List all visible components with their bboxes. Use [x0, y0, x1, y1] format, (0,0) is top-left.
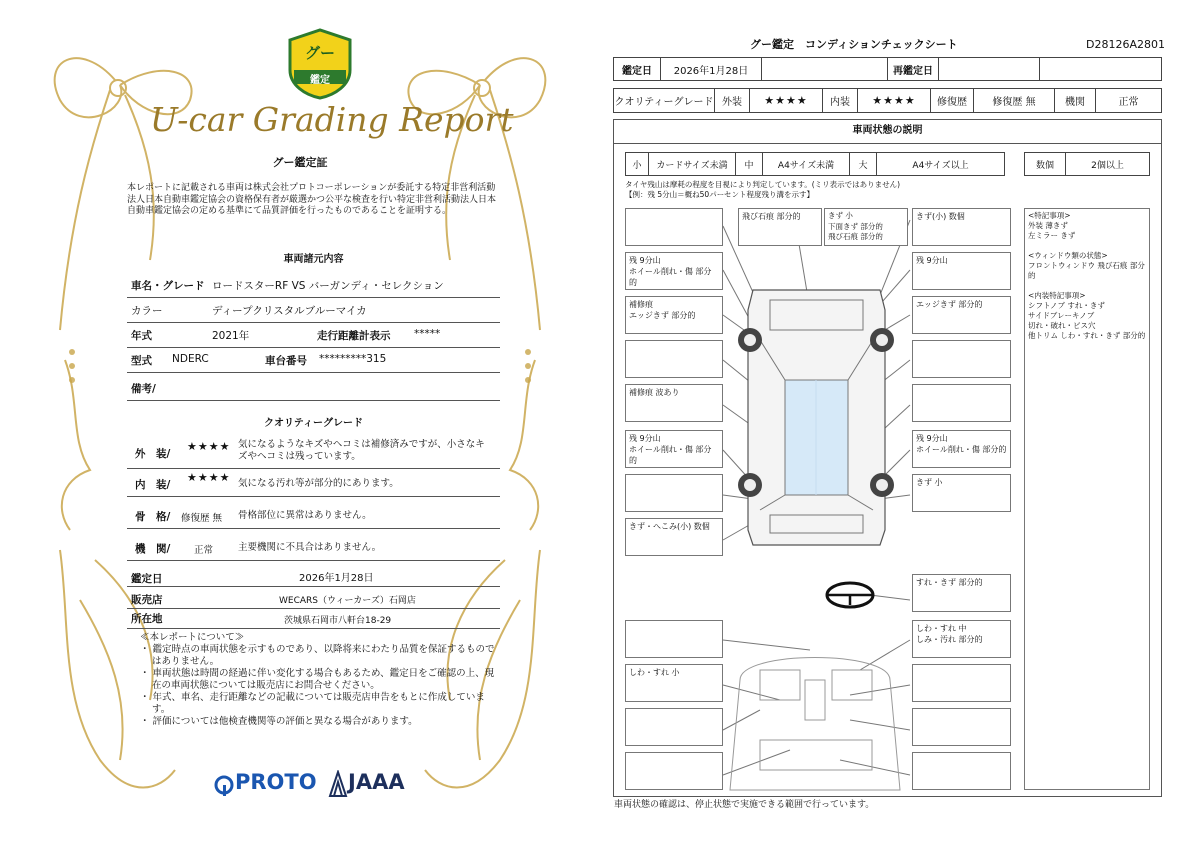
- note-item: ・ 鑑定時点の車両状態を示すものであり、以降将来にわたり品質を保証するものではありません。: [140, 644, 495, 667]
- engine-value: 正常: [1096, 89, 1162, 113]
- frame-value: 修復歴 無: [181, 513, 223, 524]
- shop-value: WECARS（ウィーカーズ）石岡店: [279, 596, 416, 606]
- tire-example: 【例：残 5分山＝概ね50パーセント程度残り溝を示す】: [625, 190, 815, 199]
- condition-box-interior: [912, 708, 1011, 746]
- notes-heading: ≪本レポートについて≫: [140, 632, 245, 643]
- quality-row-engine: [127, 534, 500, 561]
- condition-box-right: [912, 384, 1011, 422]
- condition-box-right: エッジきず 部分的: [912, 296, 1011, 334]
- condition-box-left: [625, 208, 723, 246]
- spec-row-model: [127, 350, 500, 373]
- int-stars: ★★★★: [858, 89, 931, 113]
- jaaa-logo-icon: [328, 770, 348, 798]
- condition-box-interior: [625, 752, 723, 790]
- quality-row-frame: [127, 502, 500, 529]
- date-value: 2026年1月28日: [661, 58, 762, 81]
- count-legend: [1024, 152, 1150, 176]
- sheet-title: グー鑑定 コンディションチェックシート: [750, 38, 958, 51]
- history-value: 修復歴 無: [974, 89, 1055, 113]
- size-large: 大: [850, 153, 877, 176]
- note-item: ・ 年式、車名、走行距離などの記載については販売店申告をもとに作成しています。: [140, 692, 485, 715]
- engine-label: 機 関/: [135, 543, 171, 555]
- appraisal-date-row: [127, 566, 500, 587]
- chassis-value: *********315: [319, 353, 387, 365]
- chassis-label: 車台番号: [265, 355, 307, 367]
- color-label: カラー: [131, 305, 163, 317]
- condition-box-interior: [912, 664, 1011, 702]
- condition-box-top: きず 小 下面きず 部分的 飛び石痕 部分的: [824, 208, 908, 246]
- model-value: NDERC: [172, 353, 209, 365]
- reappraisal-value: [939, 58, 1040, 81]
- condition-box-left: [625, 340, 723, 378]
- proto-logo: PROTO: [235, 770, 317, 794]
- quality-row-exterior: [127, 434, 500, 469]
- color-value: ディープクリスタルブルーマイカ: [212, 305, 367, 317]
- size-small: 小: [626, 153, 649, 176]
- year-label: 年式: [131, 330, 152, 342]
- condition-box-interior: しわ・すれ 小: [625, 664, 723, 702]
- frame-label: 骨 格/: [135, 511, 171, 523]
- badge-logo-text: グー: [304, 44, 335, 62]
- tire-note: タイヤ残山は摩耗の程度を目視により判定しています。(ミリ表示ではありません): [625, 180, 901, 189]
- certificate-intro: 本レポートに記載される車両は株式会社プロトコーポレーションが委託する特定非営利活動法人日本自動車鑑定協会の資格保有者が厳選かつ公平な検査を行い特定非営利活動法人日本自動車鑑定協会の定める基準にて品質評価を行ったものであることを証明する。: [127, 183, 497, 216]
- size-legend: [625, 152, 1005, 176]
- date-table: [613, 57, 1162, 81]
- address-value: 茨城県石岡市八軒台18-29: [284, 616, 392, 626]
- condition-box-left: 残 9分山 ホイール削れ・傷 部分的: [625, 430, 723, 468]
- interior-label: 内 装/: [135, 479, 171, 491]
- name-label: 車名・グレード: [131, 280, 205, 292]
- condition-box-interior: [912, 752, 1011, 790]
- condition-heading: 車両状態の説明: [613, 119, 1162, 144]
- exterior-stars: ★★★★: [187, 440, 231, 453]
- certificate-subtitle: グー鑑定証: [272, 156, 328, 169]
- special-notes: <特記事項> 外装 薄きず 左ミラー きず <ウィンドウ類の状態> フロントウィンドウ 飛び石痕 部分的 <内装特記事項> シフトノブ すれ・きず サイドブレーキノブ 切れ・破れ・ビス穴 他トリム しわ・すれ・きず 部分的: [1024, 208, 1150, 790]
- int-label: 内装: [823, 89, 858, 113]
- count-value: 2個以上: [1066, 153, 1150, 176]
- frame-desc: 骨格部位に異常はありません。: [238, 510, 372, 521]
- spec-heading: 車両諸元内容: [283, 254, 344, 265]
- engine-value: 正常: [194, 545, 214, 556]
- report-title: U-car Grading Report: [150, 100, 514, 139]
- ext-label: 外装: [715, 89, 750, 113]
- blank-cell: [762, 58, 888, 81]
- report-notes: [140, 632, 500, 728]
- condition-box-right: [912, 340, 1011, 378]
- name-value: ロードスターRF VS バーガンディ・セレクション: [212, 280, 444, 292]
- model-label: 型式: [131, 355, 152, 367]
- interior-stars: ★★★★: [187, 471, 231, 484]
- count-label: 数個: [1025, 153, 1066, 176]
- date-label: 鑑定日: [614, 58, 661, 81]
- condition-box-steering: すれ・きず 部分的: [912, 574, 1011, 612]
- condition-box-top: 飛び石痕 部分的: [738, 208, 822, 246]
- condition-box-right: 残 9分山 ホイール削れ・傷 部分的: [912, 430, 1011, 468]
- condition-box-right: きず(小) 数個: [912, 208, 1011, 246]
- exterior-label: 外 装/: [135, 448, 171, 460]
- appraisal-date-value: 2026年1月28日: [299, 573, 374, 584]
- reappraisal-label: 再鑑定日: [888, 58, 939, 81]
- mileage-value: *****: [414, 328, 441, 340]
- sheet-footer: 車両状態の確認は、停止状態で実施できる範囲で行っています。: [614, 800, 875, 810]
- shop-row: [127, 588, 500, 609]
- condition-box-right: 残 9分山: [912, 252, 1011, 290]
- blank-cell: [1040, 58, 1162, 81]
- size-large-desc: A4サイズ以上: [877, 153, 1005, 176]
- jaaa-logo: JAAA: [348, 770, 405, 794]
- condition-box-right: きず 小: [912, 474, 1011, 512]
- engine-label: 機関: [1055, 89, 1096, 113]
- spec-row-remarks: [127, 375, 500, 401]
- exterior-desc: 気になるようなキズやヘコミは補修済みですが、小さなキズやヘコミは残っています。: [238, 439, 485, 462]
- spec-row-name: [127, 275, 500, 298]
- interior-desc: 気になる汚れ等が部分的にあります。: [238, 478, 399, 489]
- address-row: [127, 610, 500, 629]
- condition-box-left: 補修痕 エッジきず 部分的: [625, 296, 723, 334]
- condition-box-interior: [625, 708, 723, 746]
- spec-row-year: [127, 325, 500, 348]
- ext-stars: ★★★★: [750, 89, 823, 113]
- document-id: D28126A2801: [1086, 38, 1165, 51]
- proto-logo-icon: [214, 775, 234, 797]
- shop-label: 販売店: [131, 594, 163, 606]
- engine-desc: 主要機関に不具合はありません。: [238, 542, 382, 553]
- note-item: ・ 車両状態は時間の経過に伴い変化する場合もあるため、鑑定日をご確認の上、現在の車両状態については販売店にお問合せください。: [140, 668, 495, 691]
- year-value: 2021年: [212, 330, 250, 342]
- spec-row-color: [127, 300, 500, 323]
- condition-box-interior: [625, 620, 723, 658]
- note-item: ・ 評価については他検査機関等の評価と異なる場合があります。: [140, 716, 418, 727]
- history-label: 修復歴: [931, 89, 974, 113]
- condition-box-left: 補修痕 波あり: [625, 384, 723, 422]
- quality-row-interior: [127, 470, 500, 497]
- badge-logo-subtext: 鑑定: [310, 75, 330, 86]
- condition-box-left: きず・へこみ(小) 数個: [625, 518, 723, 556]
- quality-heading: クオリティーグレード: [264, 418, 363, 429]
- size-mid-desc: A4サイズ未満: [763, 153, 850, 176]
- mileage-label: 走行距離計表示: [317, 330, 391, 342]
- condition-box-left: [625, 474, 723, 512]
- appraisal-date-label: 鑑定日: [131, 573, 163, 585]
- address-label: 所在地: [131, 613, 163, 625]
- condition-box-left: 残 9分山 ホイール削れ・傷 部分的: [625, 252, 723, 290]
- size-small-desc: カードサイズ未満: [649, 153, 736, 176]
- remarks-label: 備考/: [131, 383, 156, 395]
- size-mid: 中: [736, 153, 763, 176]
- grade-label: クオリティーグレード: [614, 89, 715, 113]
- condition-box-interior: しわ・すれ 中 しみ・汚れ 部分的: [912, 620, 1011, 658]
- condition-check-sheet: [610, 0, 1200, 848]
- grade-table: [613, 88, 1162, 113]
